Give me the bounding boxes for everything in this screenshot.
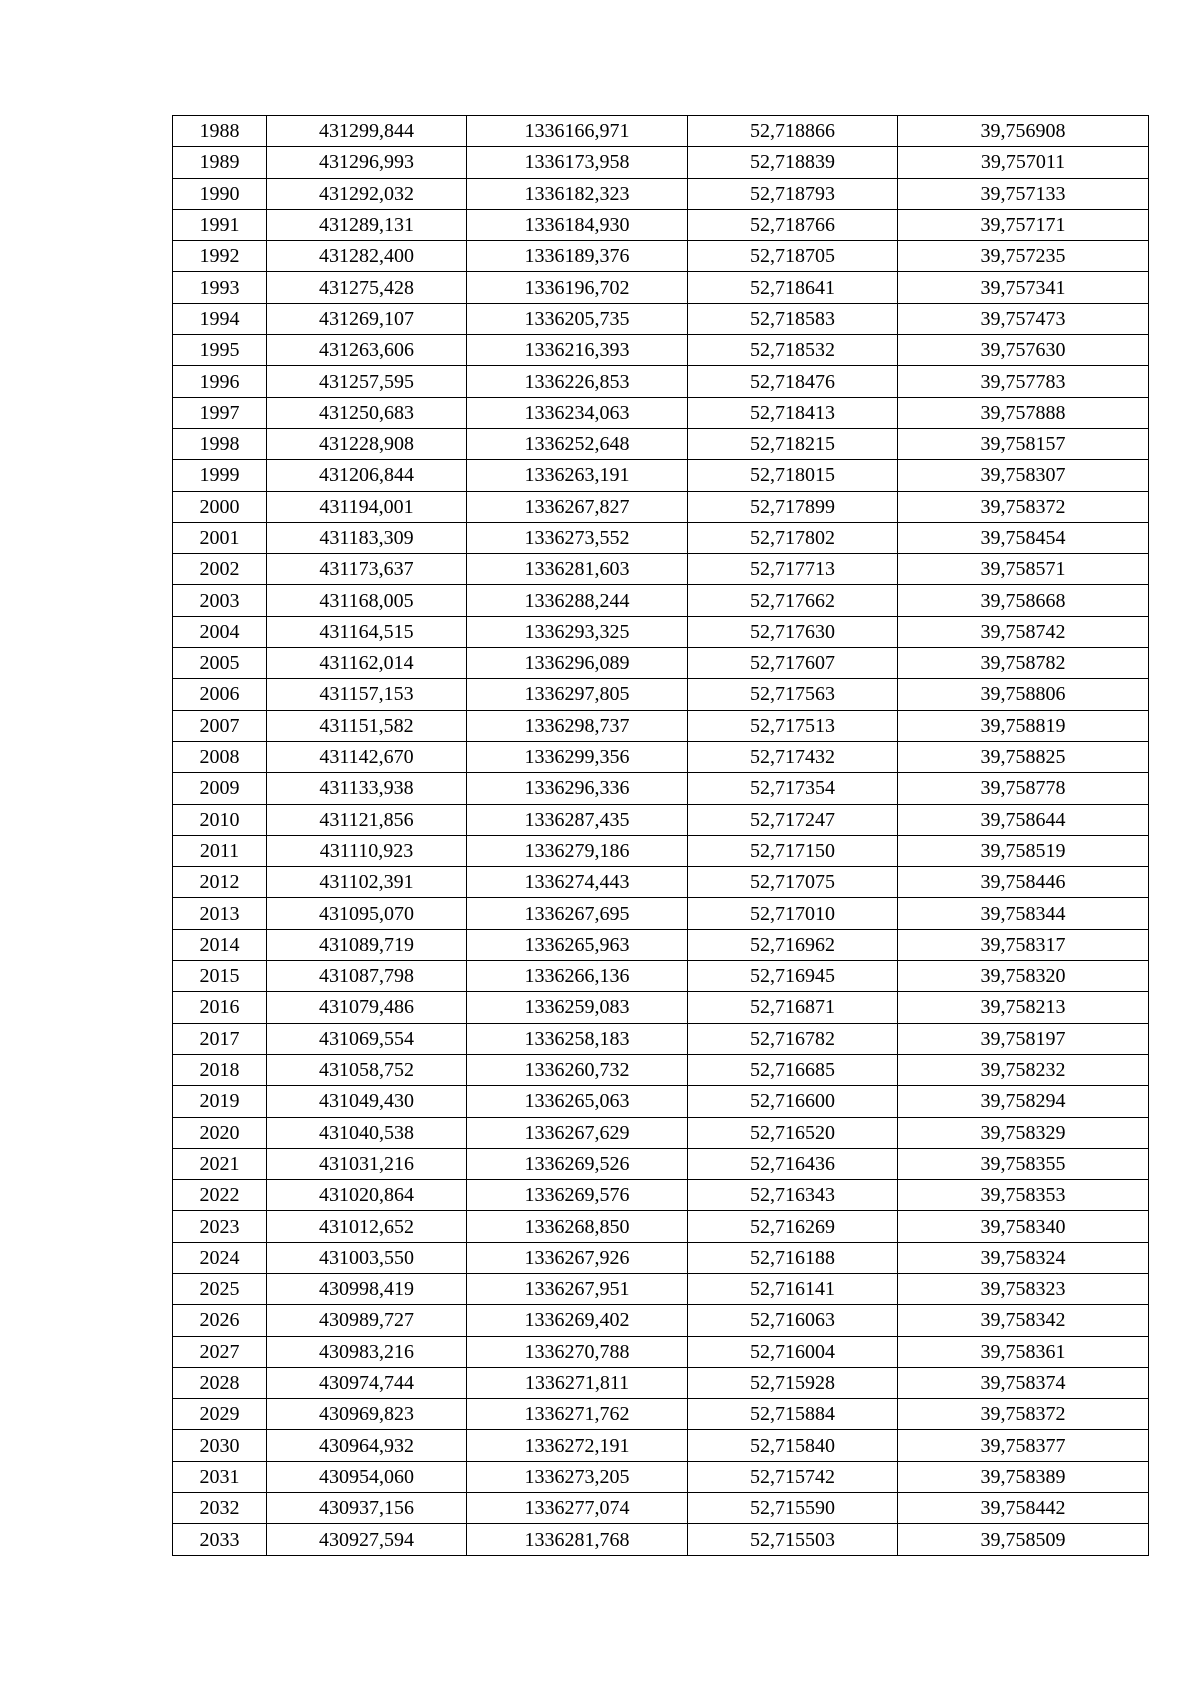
table-row xyxy=(173,335,1149,366)
table-row xyxy=(173,1242,1149,1273)
latitude-cell: 52,718413 xyxy=(688,397,898,428)
longitude-cell: 39,758317 xyxy=(898,929,1149,960)
x-coordinate-cell: 431069,554 xyxy=(267,1023,467,1054)
point-number-cell: 2025 xyxy=(173,1273,267,1304)
x-coordinate-cell: 431269,107 xyxy=(267,303,467,334)
point-number-cell: 2024 xyxy=(173,1242,267,1273)
point-number-cell: 1993 xyxy=(173,272,267,303)
latitude-cell: 52,716520 xyxy=(688,1117,898,1148)
point-number-cell: 2008 xyxy=(173,741,267,772)
latitude-cell: 52,717010 xyxy=(688,898,898,929)
longitude-cell: 39,758372 xyxy=(898,1399,1149,1430)
point-number-cell: 1998 xyxy=(173,428,267,459)
point-number-cell: 2001 xyxy=(173,522,267,553)
y-coordinate-cell: 1336273,205 xyxy=(467,1461,688,1492)
y-coordinate-cell: 1336281,603 xyxy=(467,554,688,585)
longitude-cell: 39,757011 xyxy=(898,147,1149,178)
table-row xyxy=(173,1054,1149,1085)
latitude-cell: 52,717354 xyxy=(688,773,898,804)
point-number-cell: 1996 xyxy=(173,366,267,397)
latitude-cell: 52,717802 xyxy=(688,522,898,553)
latitude-cell: 52,718215 xyxy=(688,428,898,459)
x-coordinate-cell: 431162,014 xyxy=(267,648,467,679)
point-number-cell: 2005 xyxy=(173,648,267,679)
x-coordinate-cell: 431095,070 xyxy=(267,898,467,929)
point-number-cell: 2013 xyxy=(173,898,267,929)
table-row xyxy=(173,1399,1149,1430)
table-row xyxy=(173,773,1149,804)
latitude-cell: 52,718476 xyxy=(688,366,898,397)
coordinates-table-body xyxy=(173,116,1149,1556)
x-coordinate-cell: 430969,823 xyxy=(267,1399,467,1430)
x-coordinate-cell: 431040,538 xyxy=(267,1117,467,1148)
y-coordinate-cell: 1336189,376 xyxy=(467,241,688,272)
x-coordinate-cell: 431110,923 xyxy=(267,835,467,866)
latitude-cell: 52,718641 xyxy=(688,272,898,303)
x-coordinate-cell: 430954,060 xyxy=(267,1461,467,1492)
y-coordinate-cell: 1336267,695 xyxy=(467,898,688,929)
x-coordinate-cell: 431164,515 xyxy=(267,616,467,647)
table-row xyxy=(173,616,1149,647)
table-row xyxy=(173,303,1149,334)
longitude-cell: 39,758340 xyxy=(898,1211,1149,1242)
point-number-cell: 2009 xyxy=(173,773,267,804)
longitude-cell: 39,758446 xyxy=(898,867,1149,898)
longitude-cell: 39,758213 xyxy=(898,992,1149,1023)
table-row xyxy=(173,1023,1149,1054)
latitude-cell: 52,716436 xyxy=(688,1148,898,1179)
table-row xyxy=(173,679,1149,710)
x-coordinate-cell: 431289,131 xyxy=(267,209,467,240)
latitude-cell: 52,717630 xyxy=(688,616,898,647)
y-coordinate-cell: 1336265,963 xyxy=(467,929,688,960)
longitude-cell: 39,758389 xyxy=(898,1461,1149,1492)
x-coordinate-cell: 430998,419 xyxy=(267,1273,467,1304)
y-coordinate-cell: 1336273,552 xyxy=(467,522,688,553)
latitude-cell: 52,716871 xyxy=(688,992,898,1023)
longitude-cell: 39,758819 xyxy=(898,710,1149,741)
latitude-cell: 52,716063 xyxy=(688,1305,898,1336)
point-number-cell: 2000 xyxy=(173,491,267,522)
y-coordinate-cell: 1336271,811 xyxy=(467,1367,688,1398)
point-number-cell: 2029 xyxy=(173,1399,267,1430)
x-coordinate-cell: 430964,932 xyxy=(267,1430,467,1461)
longitude-cell: 39,758361 xyxy=(898,1336,1149,1367)
latitude-cell: 52,718705 xyxy=(688,241,898,272)
point-number-cell: 2026 xyxy=(173,1305,267,1336)
latitude-cell: 52,715840 xyxy=(688,1430,898,1461)
y-coordinate-cell: 1336234,063 xyxy=(467,397,688,428)
x-coordinate-cell: 431087,798 xyxy=(267,961,467,992)
y-coordinate-cell: 1336293,325 xyxy=(467,616,688,647)
y-coordinate-cell: 1336260,732 xyxy=(467,1054,688,1085)
point-number-cell: 2023 xyxy=(173,1211,267,1242)
latitude-cell: 52,715590 xyxy=(688,1493,898,1524)
latitude-cell: 52,717713 xyxy=(688,554,898,585)
latitude-cell: 52,715928 xyxy=(688,1367,898,1398)
point-number-cell: 2007 xyxy=(173,710,267,741)
y-coordinate-cell: 1336216,393 xyxy=(467,335,688,366)
table-row xyxy=(173,992,1149,1023)
point-number-cell: 2028 xyxy=(173,1367,267,1398)
point-number-cell: 1999 xyxy=(173,460,267,491)
latitude-cell: 52,718583 xyxy=(688,303,898,334)
x-coordinate-cell: 431031,216 xyxy=(267,1148,467,1179)
latitude-cell: 52,716004 xyxy=(688,1336,898,1367)
point-number-cell: 2027 xyxy=(173,1336,267,1367)
latitude-cell: 52,715884 xyxy=(688,1399,898,1430)
table-row xyxy=(173,460,1149,491)
x-coordinate-cell: 431168,005 xyxy=(267,585,467,616)
table-row xyxy=(173,1305,1149,1336)
latitude-cell: 52,718015 xyxy=(688,460,898,491)
table-row xyxy=(173,648,1149,679)
point-number-cell: 1995 xyxy=(173,335,267,366)
point-number-cell: 2003 xyxy=(173,585,267,616)
latitude-cell: 52,717150 xyxy=(688,835,898,866)
longitude-cell: 39,758342 xyxy=(898,1305,1149,1336)
latitude-cell: 52,717432 xyxy=(688,741,898,772)
table-row xyxy=(173,1086,1149,1117)
longitude-cell: 39,758519 xyxy=(898,835,1149,866)
x-coordinate-cell: 431263,606 xyxy=(267,335,467,366)
latitude-cell: 52,716782 xyxy=(688,1023,898,1054)
coordinates-table xyxy=(172,115,1149,1556)
x-coordinate-cell: 431133,938 xyxy=(267,773,467,804)
y-coordinate-cell: 1336267,926 xyxy=(467,1242,688,1273)
table-row xyxy=(173,491,1149,522)
x-coordinate-cell: 431089,719 xyxy=(267,929,467,960)
longitude-cell: 39,758782 xyxy=(898,648,1149,679)
longitude-cell: 39,757133 xyxy=(898,178,1149,209)
latitude-cell: 52,718532 xyxy=(688,335,898,366)
latitude-cell: 52,718793 xyxy=(688,178,898,209)
point-number-cell: 2011 xyxy=(173,835,267,866)
point-number-cell: 2015 xyxy=(173,961,267,992)
y-coordinate-cell: 1336267,951 xyxy=(467,1273,688,1304)
x-coordinate-cell: 431142,670 xyxy=(267,741,467,772)
point-number-cell: 2031 xyxy=(173,1461,267,1492)
y-coordinate-cell: 1336269,576 xyxy=(467,1180,688,1211)
longitude-cell: 39,757783 xyxy=(898,366,1149,397)
longitude-cell: 39,758324 xyxy=(898,1242,1149,1273)
point-number-cell: 2030 xyxy=(173,1430,267,1461)
longitude-cell: 39,758742 xyxy=(898,616,1149,647)
table-row xyxy=(173,1117,1149,1148)
y-coordinate-cell: 1336196,702 xyxy=(467,272,688,303)
longitude-cell: 39,758197 xyxy=(898,1023,1149,1054)
x-coordinate-cell: 431282,400 xyxy=(267,241,467,272)
longitude-cell: 39,758825 xyxy=(898,741,1149,772)
point-number-cell: 2002 xyxy=(173,554,267,585)
table-row xyxy=(173,147,1149,178)
y-coordinate-cell: 1336288,244 xyxy=(467,585,688,616)
x-coordinate-cell: 431299,844 xyxy=(267,116,467,147)
point-number-cell: 2021 xyxy=(173,1148,267,1179)
table-row xyxy=(173,1211,1149,1242)
point-number-cell: 1990 xyxy=(173,178,267,209)
longitude-cell: 39,758442 xyxy=(898,1493,1149,1524)
latitude-cell: 52,718866 xyxy=(688,116,898,147)
longitude-cell: 39,758377 xyxy=(898,1430,1149,1461)
latitude-cell: 52,718766 xyxy=(688,209,898,240)
y-coordinate-cell: 1336266,136 xyxy=(467,961,688,992)
y-coordinate-cell: 1336270,788 xyxy=(467,1336,688,1367)
table-row xyxy=(173,741,1149,772)
x-coordinate-cell: 431058,752 xyxy=(267,1054,467,1085)
x-coordinate-cell: 431275,428 xyxy=(267,272,467,303)
y-coordinate-cell: 1336267,629 xyxy=(467,1117,688,1148)
table-row xyxy=(173,428,1149,459)
table-row xyxy=(173,1461,1149,1492)
y-coordinate-cell: 1336297,805 xyxy=(467,679,688,710)
table-row xyxy=(173,929,1149,960)
latitude-cell: 52,715503 xyxy=(688,1524,898,1555)
x-coordinate-cell: 431049,430 xyxy=(267,1086,467,1117)
point-number-cell: 2032 xyxy=(173,1493,267,1524)
latitude-cell: 52,716962 xyxy=(688,929,898,960)
point-number-cell: 2014 xyxy=(173,929,267,960)
x-coordinate-cell: 430937,156 xyxy=(267,1493,467,1524)
longitude-cell: 39,758323 xyxy=(898,1273,1149,1304)
longitude-cell: 39,758320 xyxy=(898,961,1149,992)
x-coordinate-cell: 430927,594 xyxy=(267,1524,467,1555)
latitude-cell: 52,717513 xyxy=(688,710,898,741)
y-coordinate-cell: 1336271,762 xyxy=(467,1399,688,1430)
table-row xyxy=(173,710,1149,741)
longitude-cell: 39,757341 xyxy=(898,272,1149,303)
point-number-cell: 2010 xyxy=(173,804,267,835)
longitude-cell: 39,758157 xyxy=(898,428,1149,459)
table-row xyxy=(173,961,1149,992)
latitude-cell: 52,717899 xyxy=(688,491,898,522)
point-number-cell: 2020 xyxy=(173,1117,267,1148)
longitude-cell: 39,758668 xyxy=(898,585,1149,616)
point-number-cell: 2018 xyxy=(173,1054,267,1085)
point-number-cell: 1992 xyxy=(173,241,267,272)
x-coordinate-cell: 431250,683 xyxy=(267,397,467,428)
point-number-cell: 2019 xyxy=(173,1086,267,1117)
y-coordinate-cell: 1336269,526 xyxy=(467,1148,688,1179)
table-row xyxy=(173,867,1149,898)
point-number-cell: 2004 xyxy=(173,616,267,647)
latitude-cell: 52,716945 xyxy=(688,961,898,992)
point-number-cell: 1994 xyxy=(173,303,267,334)
y-coordinate-cell: 1336226,853 xyxy=(467,366,688,397)
y-coordinate-cell: 1336184,930 xyxy=(467,209,688,240)
table-row xyxy=(173,585,1149,616)
y-coordinate-cell: 1336182,323 xyxy=(467,178,688,209)
latitude-cell: 52,718839 xyxy=(688,147,898,178)
x-coordinate-cell: 431020,864 xyxy=(267,1180,467,1211)
longitude-cell: 39,758374 xyxy=(898,1367,1149,1398)
longitude-cell: 39,756908 xyxy=(898,116,1149,147)
table-row xyxy=(173,804,1149,835)
table-row xyxy=(173,1336,1149,1367)
table-row xyxy=(173,1493,1149,1524)
y-coordinate-cell: 1336173,958 xyxy=(467,147,688,178)
x-coordinate-cell: 431183,309 xyxy=(267,522,467,553)
latitude-cell: 52,716141 xyxy=(688,1273,898,1304)
y-coordinate-cell: 1336298,737 xyxy=(467,710,688,741)
table-row xyxy=(173,272,1149,303)
point-number-cell: 2012 xyxy=(173,867,267,898)
longitude-cell: 39,758355 xyxy=(898,1148,1149,1179)
table-row xyxy=(173,397,1149,428)
table-row xyxy=(173,1524,1149,1555)
longitude-cell: 39,757473 xyxy=(898,303,1149,334)
x-coordinate-cell: 431151,582 xyxy=(267,710,467,741)
table-row xyxy=(173,178,1149,209)
x-coordinate-cell: 431194,001 xyxy=(267,491,467,522)
y-coordinate-cell: 1336268,850 xyxy=(467,1211,688,1242)
longitude-cell: 39,758307 xyxy=(898,460,1149,491)
y-coordinate-cell: 1336274,443 xyxy=(467,867,688,898)
y-coordinate-cell: 1336287,435 xyxy=(467,804,688,835)
y-coordinate-cell: 1336205,735 xyxy=(467,303,688,334)
table-row xyxy=(173,366,1149,397)
longitude-cell: 39,758372 xyxy=(898,491,1149,522)
longitude-cell: 39,757888 xyxy=(898,397,1149,428)
longitude-cell: 39,758344 xyxy=(898,898,1149,929)
y-coordinate-cell: 1336269,402 xyxy=(467,1305,688,1336)
longitude-cell: 39,758644 xyxy=(898,804,1149,835)
table-row xyxy=(173,522,1149,553)
longitude-cell: 39,757630 xyxy=(898,335,1149,366)
longitude-cell: 39,758294 xyxy=(898,1086,1149,1117)
longitude-cell: 39,758329 xyxy=(898,1117,1149,1148)
point-number-cell: 2016 xyxy=(173,992,267,1023)
point-number-cell: 2022 xyxy=(173,1180,267,1211)
latitude-cell: 52,716269 xyxy=(688,1211,898,1242)
x-coordinate-cell: 431173,637 xyxy=(267,554,467,585)
longitude-cell: 39,757171 xyxy=(898,209,1149,240)
longitude-cell: 39,758806 xyxy=(898,679,1149,710)
y-coordinate-cell: 1336279,186 xyxy=(467,835,688,866)
table-row xyxy=(173,209,1149,240)
point-number-cell: 2006 xyxy=(173,679,267,710)
table-row xyxy=(173,1180,1149,1211)
latitude-cell: 52,716600 xyxy=(688,1086,898,1117)
latitude-cell: 52,717662 xyxy=(688,585,898,616)
table-row xyxy=(173,554,1149,585)
table-row xyxy=(173,116,1149,147)
latitude-cell: 52,717607 xyxy=(688,648,898,679)
x-coordinate-cell: 430983,216 xyxy=(267,1336,467,1367)
latitude-cell: 52,716343 xyxy=(688,1180,898,1211)
longitude-cell: 39,758571 xyxy=(898,554,1149,585)
x-coordinate-cell: 431296,993 xyxy=(267,147,467,178)
table-row xyxy=(173,1148,1149,1179)
table-row xyxy=(173,1367,1149,1398)
longitude-cell: 39,758778 xyxy=(898,773,1149,804)
x-coordinate-cell: 431206,844 xyxy=(267,460,467,491)
point-number-cell: 2017 xyxy=(173,1023,267,1054)
longitude-cell: 39,757235 xyxy=(898,241,1149,272)
point-number-cell: 1988 xyxy=(173,116,267,147)
x-coordinate-cell: 431079,486 xyxy=(267,992,467,1023)
latitude-cell: 52,716188 xyxy=(688,1242,898,1273)
x-coordinate-cell: 431157,153 xyxy=(267,679,467,710)
y-coordinate-cell: 1336296,336 xyxy=(467,773,688,804)
longitude-cell: 39,758232 xyxy=(898,1054,1149,1085)
y-coordinate-cell: 1336277,074 xyxy=(467,1493,688,1524)
point-number-cell: 1989 xyxy=(173,147,267,178)
x-coordinate-cell: 431012,652 xyxy=(267,1211,467,1242)
x-coordinate-cell: 431257,595 xyxy=(267,366,467,397)
latitude-cell: 52,717563 xyxy=(688,679,898,710)
latitude-cell: 52,716685 xyxy=(688,1054,898,1085)
y-coordinate-cell: 1336299,356 xyxy=(467,741,688,772)
y-coordinate-cell: 1336263,191 xyxy=(467,460,688,491)
longitude-cell: 39,758454 xyxy=(898,522,1149,553)
x-coordinate-cell: 430974,744 xyxy=(267,1367,467,1398)
y-coordinate-cell: 1336272,191 xyxy=(467,1430,688,1461)
table-row xyxy=(173,1430,1149,1461)
longitude-cell: 39,758509 xyxy=(898,1524,1149,1555)
y-coordinate-cell: 1336296,089 xyxy=(467,648,688,679)
table-row xyxy=(173,898,1149,929)
table-row xyxy=(173,1273,1149,1304)
y-coordinate-cell: 1336166,971 xyxy=(467,116,688,147)
y-coordinate-cell: 1336267,827 xyxy=(467,491,688,522)
point-number-cell: 1991 xyxy=(173,209,267,240)
x-coordinate-cell: 430989,727 xyxy=(267,1305,467,1336)
table-row xyxy=(173,835,1149,866)
y-coordinate-cell: 1336281,768 xyxy=(467,1524,688,1555)
y-coordinate-cell: 1336259,083 xyxy=(467,992,688,1023)
x-coordinate-cell: 431292,032 xyxy=(267,178,467,209)
y-coordinate-cell: 1336258,183 xyxy=(467,1023,688,1054)
x-coordinate-cell: 431228,908 xyxy=(267,428,467,459)
x-coordinate-cell: 431121,856 xyxy=(267,804,467,835)
longitude-cell: 39,758353 xyxy=(898,1180,1149,1211)
latitude-cell: 52,717247 xyxy=(688,804,898,835)
point-number-cell: 1997 xyxy=(173,397,267,428)
x-coordinate-cell: 431102,391 xyxy=(267,867,467,898)
y-coordinate-cell: 1336265,063 xyxy=(467,1086,688,1117)
point-number-cell: 2033 xyxy=(173,1524,267,1555)
x-coordinate-cell: 431003,550 xyxy=(267,1242,467,1273)
latitude-cell: 52,715742 xyxy=(688,1461,898,1492)
y-coordinate-cell: 1336252,648 xyxy=(467,428,688,459)
table-row xyxy=(173,241,1149,272)
latitude-cell: 52,717075 xyxy=(688,867,898,898)
